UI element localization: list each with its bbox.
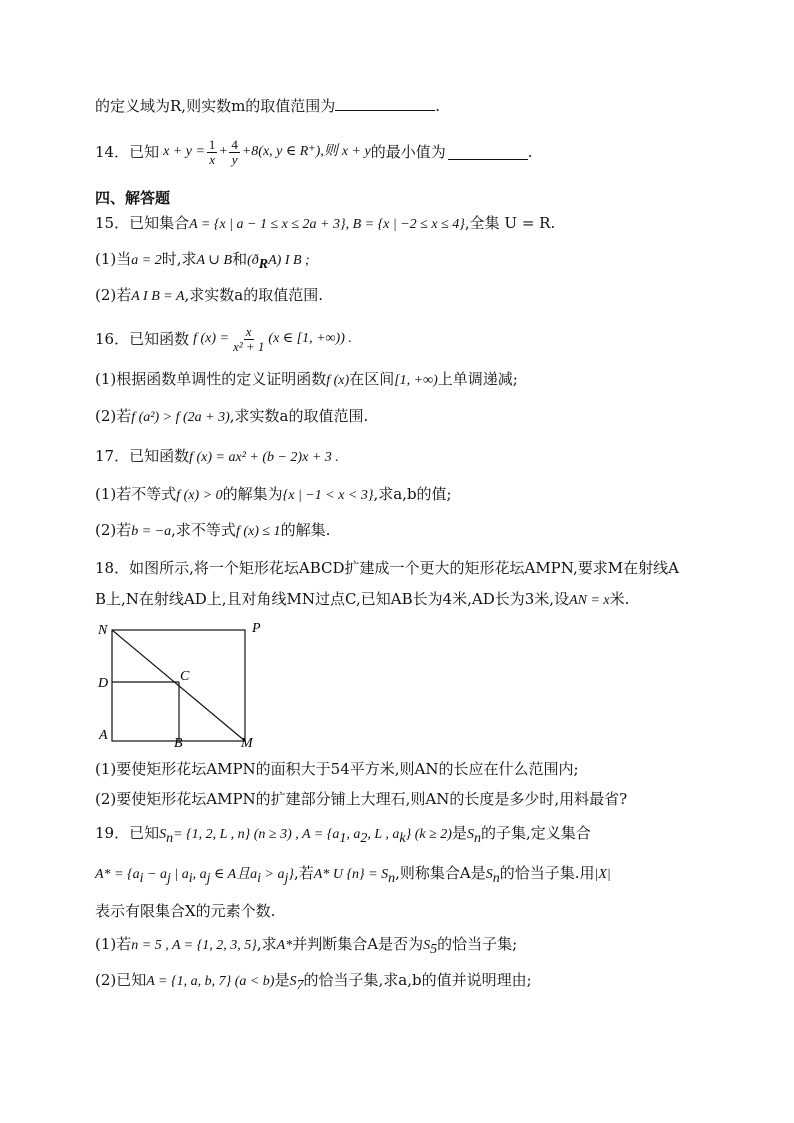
label-d: D: [98, 676, 109, 691]
q19-i3: i: [257, 871, 262, 886]
q19-1-s-sub: 5: [430, 942, 438, 957]
q14-plus: +: [219, 144, 228, 159]
q19-1-s: S: [423, 938, 431, 953]
q17-2-ask: 的解集.: [280, 521, 331, 539]
q19-ak-sub: k: [399, 831, 406, 846]
garden-figure: [95, 618, 295, 753]
section-heading: 四、解答题: [95, 189, 171, 207]
q19-i2: i: [188, 871, 193, 886]
q19-union: A* U {n} = S: [313, 867, 389, 882]
q15-1-and: 和: [232, 250, 248, 268]
q16-frac: [231, 325, 266, 354]
q19-2-set: A = {1, a, b, 7} (a < b): [146, 974, 275, 989]
q19-called: ,则称集合A是: [395, 864, 486, 882]
q19-s-sub: n: [166, 831, 174, 846]
q19-label: 19．已知: [95, 824, 160, 842]
q19-if: ,若: [294, 864, 314, 882]
q14-lhs: x + y =: [163, 144, 205, 159]
q19-s3: S: [485, 867, 493, 882]
q18-part1: (1)要使矩形花坛AMPN的面积大于54平方米,则AN的长应在什么范围内;: [95, 760, 579, 778]
q17-part2: [95, 520, 330, 542]
q14-frac2-den: y: [231, 151, 238, 167]
q19-gt: > a: [261, 867, 285, 882]
q19-in-a: ∈ A且a: [210, 867, 258, 882]
q16-2-label: (2)若: [95, 407, 132, 425]
q16-1-interval: [1, +∞): [394, 373, 438, 388]
question-19-line2: [95, 863, 611, 889]
q14-xy: x + y: [341, 144, 371, 159]
q19-j1: j: [166, 871, 171, 886]
q19-s2: S: [466, 827, 474, 842]
q14-frac1-den: x: [209, 151, 216, 167]
q16-1-text: (1)根据函数单调性的定义证明函数: [95, 370, 327, 388]
q16-1-in: 在区间: [349, 370, 395, 388]
q19-ai: | a: [170, 867, 189, 882]
q17-2-text: ,求不等式: [171, 521, 236, 539]
q14-label: 14．已知: [95, 143, 160, 161]
q19-k-cond: } (k ≥ 2): [405, 827, 452, 842]
q17-1-label: (1)若不等式: [95, 485, 177, 503]
q16-2-ineq: f (a²) > f (2a + 3): [131, 410, 230, 425]
q15-universe: ,全集 U = R: [464, 214, 551, 232]
q19-aj: − a: [143, 867, 167, 882]
q15-set-b: , B = {x | −2 ≤ x ≤ 4}: [345, 217, 465, 232]
q15-1-label: (1)当: [95, 250, 132, 268]
q19-sn-sub: n: [388, 871, 396, 886]
q19-1-astar: A*: [276, 938, 293, 953]
q15-1-a: a = 2: [131, 253, 162, 268]
label-m: M: [241, 736, 253, 751]
q14-frac1: [207, 138, 218, 167]
question-19-line1: [95, 823, 591, 849]
q16-frac-den: x² + 1: [232, 338, 265, 354]
q14-ask: 的最小值为: [370, 143, 446, 161]
label-p: P: [252, 621, 261, 636]
q19-aj2: , a: [192, 867, 207, 882]
label-c: C: [180, 669, 190, 684]
q17-2-label: (2)若: [95, 521, 132, 539]
answer-blank-13: [335, 96, 435, 111]
question-18-line2: [95, 589, 629, 611]
question-19-line3: 表示有限集合X的元素个数.: [95, 902, 276, 920]
q18-part2: (2)要使矩形花坛AMPN的扩建部分铺上大理石,则AN的长度是多少时,用料最省?: [95, 790, 628, 808]
q19-1-find: ,求: [256, 935, 277, 953]
q19-2-is: 是: [274, 971, 290, 989]
q19-1-ask: 的恰当子集;: [437, 935, 518, 953]
question-15: 15．已知集合A = {x | a − 1 ≤ x ≤ 2a + 3}, B = {x | −2 ≤ x ≤ 4},全集 U = R.: [95, 214, 556, 232]
q16-1-fx: f (x): [326, 373, 350, 388]
q19-part1: [95, 934, 517, 960]
q15-1-intersect: A) I B ;: [268, 253, 310, 268]
q19-proper: 的恰当子集.用: [499, 864, 595, 882]
q14-frac2: [229, 138, 240, 167]
q14-frac2-num: 4: [231, 136, 238, 152]
q19-a1-sub: 1: [339, 831, 347, 846]
q15-2-cond: A I B = A: [131, 289, 185, 304]
q15-set-a: A = {x | a − 1 ≤ x ≤ 2a + 3}: [189, 217, 346, 232]
q19-a2-sub: 2: [360, 831, 368, 846]
label-a: A: [99, 728, 108, 743]
q14-condition: +8(x, y ∈ R⁺),则: [241, 144, 338, 159]
q19-close: }: [288, 867, 294, 882]
q15-1-sub-r: R: [258, 257, 269, 272]
q18-unit: 米.: [609, 590, 630, 608]
q19-abs-x: |X|: [594, 867, 611, 882]
question-18-line1: 18．如图所示,将一个矩形花坛ABCD扩建成一个更大的矩形花坛AMPN,要求M在射线A: [95, 559, 679, 577]
q15-part1: [95, 249, 310, 275]
q19-is: 是: [451, 824, 467, 842]
q16-1-ask: 上单调递减;: [437, 370, 518, 388]
q16-frac-num: x: [245, 323, 252, 339]
q19-s: S: [159, 827, 167, 842]
q15-1-text: 时,求: [161, 250, 197, 268]
q17-1-ineq: f (x) > 0: [176, 488, 223, 503]
q19-s3-sub: n: [492, 871, 500, 886]
q15-2-label: (2)若: [95, 286, 132, 304]
q15-1-union: A ∪ B: [196, 253, 233, 268]
q17-2-ineq: f (x) ≤ 1: [235, 524, 281, 539]
q19-ak: , L , a: [367, 827, 400, 842]
q17-part1: [95, 484, 452, 506]
q15-part2: [95, 285, 323, 307]
q16-part1: [95, 369, 518, 391]
q19-1-judge: 并判断集合A是否为: [292, 935, 424, 953]
q17-label: 17．已知函数: [95, 447, 190, 465]
q16-part2: [95, 406, 368, 428]
question-16: [95, 320, 352, 358]
q19-j3: j: [284, 871, 289, 886]
q13-text: 的定义域为R,则实数m的取值范围为: [95, 97, 336, 115]
q15-1-complement: (ð: [247, 253, 259, 268]
q16-lhs: f (x) =: [193, 331, 229, 346]
label-n: N: [98, 623, 108, 638]
q17-1-text: 的解集为: [222, 485, 283, 503]
answer-blank-14: [448, 145, 528, 160]
q19-def-s: = {1, 2, L , n} (n ≥ 3) , A = {a: [173, 827, 340, 842]
q13-tail: 的定义域为R,则实数m的取值范围为 .: [95, 97, 441, 115]
question-14: 14．已知 x + y = $\frac{1}{x}$ + $\frac{4}{y}$ +8(x, y ∈ R⁺),则 x + y 的最小值为 .: [95, 136, 533, 167]
q19-2-s: S: [289, 974, 297, 989]
q19-j2: j: [206, 871, 211, 886]
q17-function: f (x) = ax² + (b − 2)x + 3 .: [189, 450, 339, 465]
q19-2-ask: 的恰当子集,求a,b的值并说明理由;: [303, 971, 532, 989]
q17-2-cond: b = −a: [131, 524, 172, 539]
label-b: B: [174, 736, 183, 751]
q16-domain: (x ∈ [1, +∞)) .: [268, 331, 352, 346]
q18-text: B上,N在射线AD上,且对角线MN过点C,已知AB长为4米,AD长为3米,设: [95, 590, 570, 608]
q19-part2: [95, 970, 532, 996]
q19-2-label: (2)已知: [95, 971, 147, 989]
q19-s2-sub: n: [473, 831, 481, 846]
question-17: [95, 446, 339, 468]
q19-1-cond: n = 5 , A = {1, 2, 3, 5}: [131, 938, 257, 953]
q15-2-ask: ,求实数a的取值范围.: [184, 286, 323, 304]
q18-an: AN = x: [569, 593, 610, 608]
q19-2-s-sub: 7: [296, 978, 304, 993]
q19-astar: A* = {a: [95, 867, 140, 882]
q16-label: 16．已知函数: [95, 330, 190, 348]
q15-label: 15．已知集合: [95, 214, 190, 232]
q14-frac1-num: 1: [208, 136, 216, 152]
q19-def-text: 的子集,定义集合: [480, 824, 591, 842]
q17-1-set: {x | −1 < x < 3}: [282, 488, 374, 503]
q16-2-ask: ,求实数a的取值范围.: [229, 407, 369, 425]
q19-i1: i: [139, 871, 144, 886]
q19-a2: , a: [346, 827, 361, 842]
q19-1-label: (1)若: [95, 935, 132, 953]
q17-1-ask: ,求a,b的值;: [373, 485, 452, 503]
